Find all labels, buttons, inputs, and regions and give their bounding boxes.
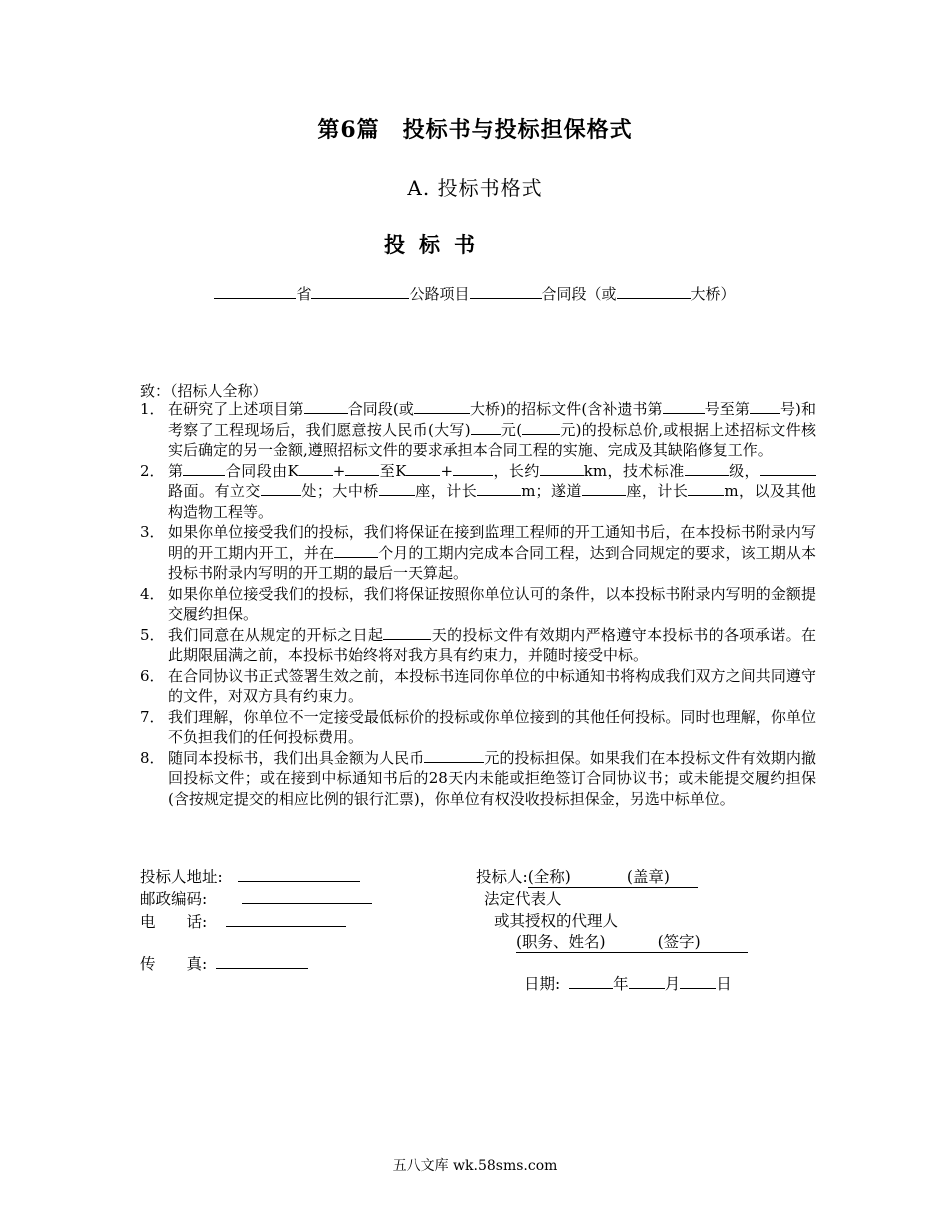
blank-field[interactable] xyxy=(345,461,379,476)
clause-item: 2． 第 合同段由K + 至K + ，长约 km，技术标准 级，路面。有立交 处；大中桥 座，计长 m；遂道 座，计长 m，以及其他构造物工程等。 xyxy=(140,461,816,521)
blank-section[interactable] xyxy=(470,284,542,299)
signature-field[interactable]: (职务、姓名) (签字) xyxy=(516,930,748,953)
blank-province[interactable] xyxy=(214,284,296,299)
blank-bridge[interactable] xyxy=(617,284,691,299)
postcode-field[interactable] xyxy=(242,887,372,904)
fax-field[interactable] xyxy=(216,952,308,969)
address-row: 投标人地址: xyxy=(140,865,360,887)
clause-item: 4． 如果你单位接受我们的投标，我们将保证按照你单位认可的条件，以本投标书附录内写明的金额提交履约担保。 xyxy=(140,584,816,623)
blank-field[interactable] xyxy=(522,420,560,435)
blank-field[interactable] xyxy=(688,481,724,496)
date-row: 日期: 年 月 日 xyxy=(524,972,732,994)
blank-field[interactable] xyxy=(750,399,780,414)
clause-item: 7． 我们理解，你单位不一定接受最低标价的投标或你单位接到的其他任何投标。同时也理解，你单位不负担我们的任何投标费用。 xyxy=(140,707,816,746)
bidder-name-field[interactable]: (全称) (盖章) xyxy=(528,865,698,888)
blank-field[interactable] xyxy=(406,461,440,476)
clause-item: 8． 随同本投标书，我们出具金额为人民币 元的投标担保。如果我们在本投标文件有效期内撤回投标文件；或在接到中标通知书后的28天内未能或拒绝签订合同协议书；或未能提交履约担保(含按规定提交的相应比例的银行汇票)，你单位有权没收投标担保金，另选中标单位。 xyxy=(140,748,816,808)
addressee-line: 致：（招标人全称） xyxy=(140,382,268,400)
blank-field[interactable] xyxy=(424,748,484,763)
blank-field[interactable] xyxy=(540,461,584,476)
form-title: 投标书 xyxy=(384,232,489,257)
month-field[interactable] xyxy=(629,972,665,989)
blank-field[interactable] xyxy=(379,481,415,496)
year-field[interactable] xyxy=(569,972,613,989)
blank-field[interactable] xyxy=(663,399,705,414)
project-line: 省 公路项目 合同段（或 大桥） xyxy=(0,283,950,304)
authorized-agent-label: 或其授权的代理人 xyxy=(494,912,619,930)
bidder-row: 投标人:(全称) (盖章) xyxy=(476,865,698,888)
blank-highway[interactable] xyxy=(311,284,409,299)
clause-list xyxy=(140,399,816,809)
blank-field[interactable] xyxy=(477,481,521,496)
clause-item: 6． 在合同协议书正式签署生效之前，本投标书连同你单位的中标通知书将构成我们双方之间共同遵守的文件，对双方具有约束力。 xyxy=(140,666,816,705)
footer-watermark: 五八文库 wk.58sms.com xyxy=(392,1158,558,1174)
address-field[interactable] xyxy=(238,865,360,882)
clause-item: 3． 如果你单位接受我们的投标，我们将保证在接到监理工程师的开工通知书后，在本投标书附录内写明的开工期内开工，并在 个月的工期内完成本合同工程，达到合同规定的要求，该工期从本投标书附录内写明的开工期的最后一天算起。 xyxy=(140,523,816,582)
document-title: 第6篇 投标书与投标担保格式 xyxy=(317,117,633,143)
blank-field[interactable] xyxy=(299,461,333,476)
blank-field[interactable] xyxy=(760,461,816,476)
blank-field[interactable] xyxy=(582,481,626,496)
blank-field[interactable] xyxy=(453,461,493,476)
day-field[interactable] xyxy=(680,972,716,989)
phone-field[interactable] xyxy=(226,910,346,927)
blank-field[interactable] xyxy=(414,399,470,414)
blank-field[interactable] xyxy=(183,461,225,476)
section-subtitle: A. 投标书格式 xyxy=(407,176,543,200)
postcode-row: 邮政编码: xyxy=(140,887,372,909)
blank-field[interactable] xyxy=(334,543,378,558)
blank-field[interactable] xyxy=(471,420,501,435)
clause-item: 1． 在研究了上述项目第 合同段(或 大桥)的招标文件(含补遗书第 号至第 号)和考察了工程现场后，我们愿意按人民币(大写) 元( 元)的投标总价,或根据上述招标文件核实后确定的另一金额,遵照招标文件的要求承担本合同工程的实施、完成及其缺陷修复工作。 xyxy=(140,400,816,459)
legal-rep-label: 法定代表人 xyxy=(484,890,562,908)
blank-field[interactable] xyxy=(304,399,348,414)
clause-item: 5． 我们同意在从规定的开标之日起 天的投标文件有效期内严格遵守本投标书的各项承诺。在此期限届满之前，本投标书始终将对我方具有约束力，并随时接受中标。 xyxy=(140,625,816,664)
blank-field[interactable] xyxy=(261,481,301,496)
phone-row: 电 话: xyxy=(140,910,346,932)
fax-row: 传 真: xyxy=(140,952,308,974)
blank-field[interactable] xyxy=(383,625,431,640)
blank-field[interactable] xyxy=(685,461,729,476)
